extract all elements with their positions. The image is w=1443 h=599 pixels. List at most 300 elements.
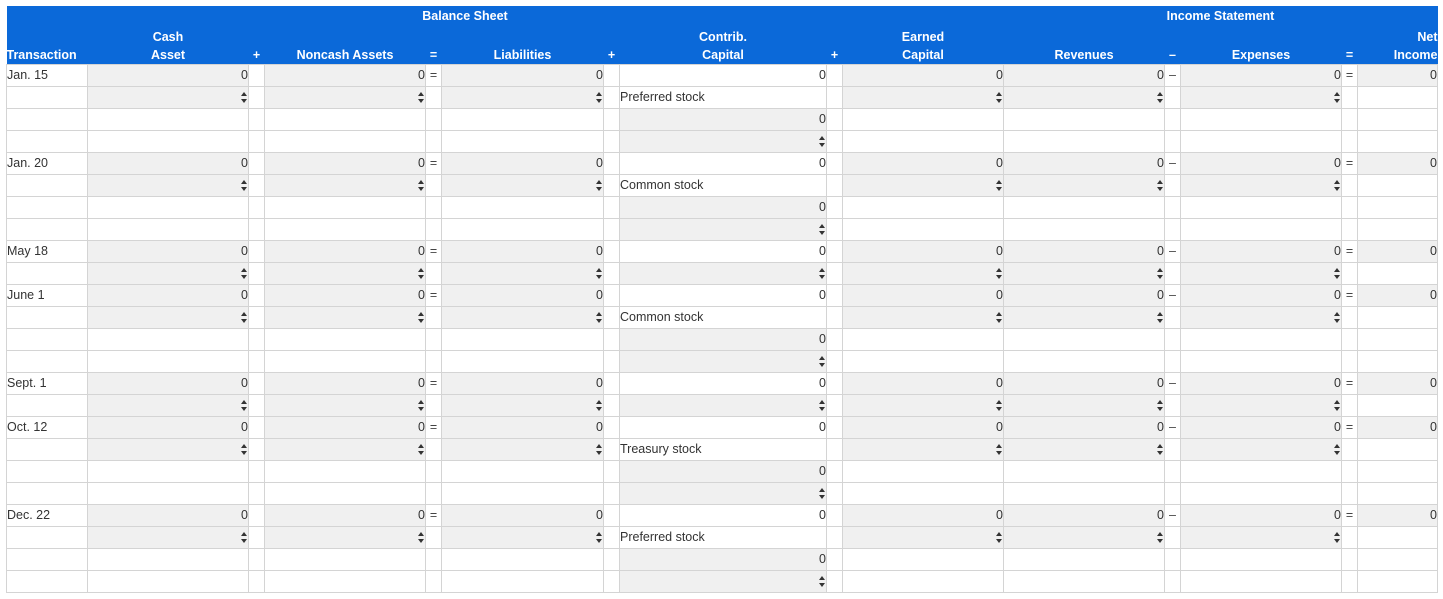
earned-capital-account-select[interactable] bbox=[843, 307, 1004, 329]
empty-cell bbox=[1342, 527, 1358, 549]
liabilities-value[interactable]: 0 bbox=[442, 65, 604, 87]
empty-cell bbox=[426, 439, 442, 461]
contrib-capital-label: Common stock bbox=[620, 175, 827, 197]
transaction-date: Sept. 1 bbox=[7, 373, 88, 395]
liabilities-value[interactable]: 0 bbox=[442, 153, 604, 175]
liabilities-value[interactable]: 0 bbox=[442, 241, 604, 263]
empty-cell bbox=[1181, 483, 1342, 505]
stepper-icon[interactable] bbox=[241, 312, 248, 323]
empty-cell bbox=[1342, 197, 1358, 219]
stepper-icon[interactable] bbox=[819, 356, 826, 367]
contrib-capital-value[interactable]: 0 bbox=[620, 285, 827, 307]
stepper-icon[interactable] bbox=[819, 268, 826, 279]
stepper-icon[interactable] bbox=[596, 444, 603, 455]
stepper-icon[interactable] bbox=[819, 136, 826, 147]
stepper-icon[interactable] bbox=[996, 532, 1003, 543]
empty-cell bbox=[604, 417, 620, 439]
revenues-value[interactable]: 0 bbox=[1004, 65, 1165, 87]
stepper-icon[interactable] bbox=[241, 92, 248, 103]
operator: – bbox=[1165, 153, 1181, 175]
empty-cell bbox=[1342, 219, 1358, 241]
contrib-capital-sub-value[interactable]: 0 bbox=[620, 549, 827, 571]
stepper-icon[interactable] bbox=[1334, 268, 1341, 279]
noncash-assets-value[interactable]: 0 bbox=[265, 505, 426, 527]
empty-cell bbox=[604, 461, 620, 483]
empty-cell bbox=[88, 109, 249, 131]
cash-asset-account-select[interactable] bbox=[88, 263, 249, 285]
empty-cell bbox=[249, 131, 265, 153]
noncash-assets-account-select[interactable] bbox=[265, 175, 426, 197]
stepper-icon[interactable] bbox=[418, 180, 425, 191]
empty-cell bbox=[1004, 549, 1165, 571]
empty-cell bbox=[604, 571, 620, 593]
empty-cell bbox=[1165, 329, 1181, 351]
earned-capital-value[interactable]: 0 bbox=[843, 153, 1004, 175]
stepper-icon[interactable] bbox=[418, 312, 425, 323]
table-row bbox=[7, 571, 1438, 593]
revenues-value[interactable]: 0 bbox=[1004, 417, 1165, 439]
empty-cell bbox=[88, 219, 249, 241]
empty-cell bbox=[604, 549, 620, 571]
liabilities-value[interactable]: 0 bbox=[442, 505, 604, 527]
empty-cell bbox=[426, 307, 442, 329]
stepper-icon[interactable] bbox=[996, 444, 1003, 455]
table-row bbox=[7, 505, 1438, 527]
stepper-icon[interactable] bbox=[596, 400, 603, 411]
operator: – bbox=[1165, 417, 1181, 439]
empty-cell bbox=[265, 219, 426, 241]
stepper-icon[interactable] bbox=[1157, 268, 1164, 279]
cash-asset-account-select[interactable] bbox=[88, 175, 249, 197]
empty-cell bbox=[7, 483, 88, 505]
empty-cell bbox=[604, 439, 620, 461]
empty-cell bbox=[604, 153, 620, 175]
operator: = bbox=[426, 153, 442, 175]
liabilities-account-select[interactable] bbox=[442, 87, 604, 109]
empty-cell bbox=[1181, 351, 1342, 373]
empty-cell bbox=[1181, 131, 1342, 153]
noncash-assets-value[interactable]: 0 bbox=[265, 153, 426, 175]
net-income-value[interactable]: 0 bbox=[1358, 241, 1438, 263]
stepper-icon[interactable] bbox=[996, 312, 1003, 323]
contrib-capital-label: Preferred stock bbox=[620, 87, 827, 109]
table-row bbox=[7, 395, 1438, 417]
stepper-icon[interactable] bbox=[1157, 92, 1164, 103]
empty-cell bbox=[1181, 549, 1342, 571]
liabilities-account-select[interactable] bbox=[442, 439, 604, 461]
revenues-account-select[interactable] bbox=[1004, 175, 1165, 197]
table-row bbox=[7, 549, 1438, 571]
stepper-icon[interactable] bbox=[418, 268, 425, 279]
earned-capital-account-select[interactable] bbox=[843, 439, 1004, 461]
noncash-assets-account-select[interactable] bbox=[265, 527, 426, 549]
liabilities-account-select[interactable] bbox=[442, 527, 604, 549]
table-row bbox=[7, 109, 1438, 131]
stepper-icon[interactable] bbox=[1334, 444, 1341, 455]
table-row bbox=[7, 461, 1438, 483]
expenses-account-select[interactable] bbox=[1181, 307, 1342, 329]
empty-cell bbox=[1358, 483, 1438, 505]
contrib-capital-sub-select[interactable] bbox=[620, 351, 827, 373]
operator: – bbox=[1165, 241, 1181, 263]
expenses-account-select[interactable] bbox=[1181, 395, 1342, 417]
stepper-icon[interactable] bbox=[596, 180, 603, 191]
liabilities-value[interactable]: 0 bbox=[442, 373, 604, 395]
cash-asset-value[interactable]: 0 bbox=[88, 417, 249, 439]
revenues-value[interactable]: 0 bbox=[1004, 241, 1165, 263]
operator: = bbox=[1342, 285, 1358, 307]
empty-cell bbox=[442, 571, 604, 593]
empty-cell bbox=[265, 461, 426, 483]
contrib-capital-value[interactable]: 0 bbox=[620, 373, 827, 395]
table-row bbox=[7, 373, 1438, 395]
net-income-value[interactable]: 0 bbox=[1358, 373, 1438, 395]
operator: = bbox=[1342, 65, 1358, 87]
empty-cell bbox=[1342, 549, 1358, 571]
stepper-icon[interactable] bbox=[819, 576, 826, 587]
stepper-icon[interactable] bbox=[1157, 444, 1164, 455]
empty-cell bbox=[1358, 87, 1438, 109]
stepper-icon[interactable] bbox=[1334, 180, 1341, 191]
noncash-assets-account-select[interactable] bbox=[265, 87, 426, 109]
operator: = bbox=[426, 285, 442, 307]
op-equals: = bbox=[1342, 26, 1358, 65]
stepper-icon[interactable] bbox=[241, 532, 248, 543]
noncash-assets-account-select[interactable] bbox=[265, 439, 426, 461]
contrib-capital-value[interactable]: 0 bbox=[620, 153, 827, 175]
empty-cell bbox=[1165, 395, 1181, 417]
stepper-icon[interactable] bbox=[418, 532, 425, 543]
expenses-value[interactable]: 0 bbox=[1181, 373, 1342, 395]
cash-asset-account-select[interactable] bbox=[88, 527, 249, 549]
empty-cell bbox=[88, 351, 249, 373]
stepper-icon[interactable] bbox=[1334, 92, 1341, 103]
empty-cell bbox=[249, 527, 265, 549]
contrib-capital-sub-value[interactable]: 0 bbox=[620, 109, 827, 131]
revenues-value[interactable]: 0 bbox=[1004, 373, 1165, 395]
stepper-icon[interactable] bbox=[241, 444, 248, 455]
liabilities-value[interactable]: 0 bbox=[442, 285, 604, 307]
table-row bbox=[7, 329, 1438, 351]
empty-cell bbox=[827, 417, 843, 439]
stepper-icon[interactable] bbox=[819, 224, 826, 235]
operator: – bbox=[1165, 373, 1181, 395]
stepper-icon[interactable] bbox=[1157, 180, 1164, 191]
noncash-assets-value[interactable]: 0 bbox=[265, 241, 426, 263]
contrib-capital-value[interactable]: 0 bbox=[620, 417, 827, 439]
table-body bbox=[7, 65, 1438, 593]
cash-asset-value[interactable]: 0 bbox=[88, 153, 249, 175]
expenses-value[interactable]: 0 bbox=[1181, 241, 1342, 263]
empty-cell bbox=[249, 197, 265, 219]
empty-cell bbox=[1358, 175, 1438, 197]
table-row bbox=[7, 439, 1438, 461]
empty-cell bbox=[827, 549, 843, 571]
empty-cell bbox=[1004, 329, 1165, 351]
contrib-capital-value[interactable]: 0 bbox=[620, 241, 827, 263]
empty-cell bbox=[249, 549, 265, 571]
liabilities-account-select[interactable] bbox=[442, 307, 604, 329]
empty-cell bbox=[426, 351, 442, 373]
contrib-capital-sub-value[interactable]: 0 bbox=[620, 197, 827, 219]
empty-cell bbox=[1165, 571, 1181, 593]
empty-cell bbox=[1165, 175, 1181, 197]
stepper-icon[interactable] bbox=[1334, 532, 1341, 543]
empty-cell bbox=[843, 571, 1004, 593]
expenses-account-select[interactable] bbox=[1181, 527, 1342, 549]
empty-cell bbox=[426, 109, 442, 131]
empty-cell bbox=[827, 65, 843, 87]
empty-cell bbox=[265, 549, 426, 571]
stepper-icon[interactable] bbox=[596, 92, 603, 103]
stepper-icon[interactable] bbox=[996, 400, 1003, 411]
earned-capital-account-select[interactable] bbox=[843, 395, 1004, 417]
stepper-icon[interactable] bbox=[1334, 400, 1341, 411]
cash-asset-value[interactable]: 0 bbox=[88, 505, 249, 527]
stepper-icon[interactable] bbox=[418, 92, 425, 103]
stepper-icon[interactable] bbox=[996, 92, 1003, 103]
stepper-icon[interactable] bbox=[996, 180, 1003, 191]
revenues-account-select[interactable] bbox=[1004, 439, 1165, 461]
empty-cell bbox=[604, 329, 620, 351]
empty-cell bbox=[249, 109, 265, 131]
cash-asset-account-select[interactable] bbox=[88, 395, 249, 417]
noncash-assets-value[interactable]: 0 bbox=[265, 417, 426, 439]
empty-cell bbox=[843, 131, 1004, 153]
expenses-account-select[interactable] bbox=[1181, 439, 1342, 461]
empty-cell bbox=[7, 197, 88, 219]
empty-cell bbox=[827, 527, 843, 549]
contrib-capital-account-select[interactable] bbox=[620, 263, 827, 285]
cash-asset-value[interactable]: 0 bbox=[88, 65, 249, 87]
earned-capital-account-select[interactable] bbox=[843, 175, 1004, 197]
empty-cell bbox=[7, 307, 88, 329]
noncash-assets-account-select[interactable] bbox=[265, 263, 426, 285]
noncash-assets-account-select[interactable] bbox=[265, 395, 426, 417]
empty-cell bbox=[1342, 483, 1358, 505]
empty-cell bbox=[88, 329, 249, 351]
contrib-capital-sub-select[interactable] bbox=[620, 571, 827, 593]
earned-capital-value[interactable]: 0 bbox=[843, 285, 1004, 307]
net-income-value[interactable]: 0 bbox=[1358, 505, 1438, 527]
empty-cell bbox=[1342, 263, 1358, 285]
empty-cell bbox=[249, 373, 265, 395]
revenues-account-select[interactable] bbox=[1004, 395, 1165, 417]
empty-cell bbox=[604, 285, 620, 307]
empty-cell bbox=[7, 439, 88, 461]
expenses-account-select[interactable] bbox=[1181, 175, 1342, 197]
empty-cell bbox=[827, 87, 843, 109]
empty-cell bbox=[249, 483, 265, 505]
earned-capital-account-select[interactable] bbox=[843, 87, 1004, 109]
empty-cell bbox=[7, 549, 88, 571]
stepper-icon[interactable] bbox=[596, 312, 603, 323]
contrib-capital-sub-select[interactable] bbox=[620, 131, 827, 153]
stepper-icon[interactable] bbox=[596, 268, 603, 279]
empty-cell bbox=[827, 175, 843, 197]
empty-cell bbox=[1181, 109, 1342, 131]
empty-cell bbox=[1165, 87, 1181, 109]
empty-cell bbox=[88, 131, 249, 153]
table-row bbox=[7, 131, 1438, 153]
noncash-assets-value[interactable]: 0 bbox=[265, 373, 426, 395]
empty-cell bbox=[7, 87, 88, 109]
expenses-account-select[interactable] bbox=[1181, 263, 1342, 285]
empty-cell bbox=[843, 197, 1004, 219]
expenses-value[interactable]: 0 bbox=[1181, 285, 1342, 307]
noncash-assets-value[interactable]: 0 bbox=[265, 65, 426, 87]
stepper-icon[interactable] bbox=[241, 400, 248, 411]
empty-cell bbox=[1358, 461, 1438, 483]
earned-capital-value[interactable]: 0 bbox=[843, 65, 1004, 87]
revenues-account-select[interactable] bbox=[1004, 307, 1165, 329]
empty-cell bbox=[827, 483, 843, 505]
revenues-value[interactable]: 0 bbox=[1004, 285, 1165, 307]
earned-capital-account-select[interactable] bbox=[843, 263, 1004, 285]
transaction-analysis-table bbox=[6, 6, 1438, 593]
operator: = bbox=[426, 373, 442, 395]
liabilities-account-select[interactable] bbox=[442, 395, 604, 417]
cash-asset-value[interactable]: 0 bbox=[88, 241, 249, 263]
expenses-account-select[interactable] bbox=[1181, 87, 1342, 109]
liabilities-account-select[interactable] bbox=[442, 175, 604, 197]
earned-capital-value[interactable]: 0 bbox=[843, 417, 1004, 439]
op-plus: + bbox=[604, 26, 620, 65]
empty-cell bbox=[442, 197, 604, 219]
stepper-icon[interactable] bbox=[1334, 312, 1341, 323]
empty-cell bbox=[843, 351, 1004, 373]
revenues-account-select[interactable] bbox=[1004, 527, 1165, 549]
empty-cell bbox=[1358, 131, 1438, 153]
operator: = bbox=[1342, 241, 1358, 263]
cash-asset-account-select[interactable] bbox=[88, 87, 249, 109]
stepper-icon[interactable] bbox=[1157, 400, 1164, 411]
col-net-income: Net Income bbox=[1358, 26, 1438, 65]
empty-cell bbox=[1342, 175, 1358, 197]
expenses-value[interactable]: 0 bbox=[1181, 417, 1342, 439]
empty-cell bbox=[1342, 461, 1358, 483]
empty-cell bbox=[426, 175, 442, 197]
stepper-icon[interactable] bbox=[241, 180, 248, 191]
empty-cell bbox=[7, 131, 88, 153]
net-income-value[interactable]: 0 bbox=[1358, 417, 1438, 439]
expenses-value[interactable]: 0 bbox=[1181, 153, 1342, 175]
empty-cell bbox=[1165, 109, 1181, 131]
empty-cell bbox=[827, 197, 843, 219]
stepper-icon[interactable] bbox=[596, 532, 603, 543]
noncash-assets-account-select[interactable] bbox=[265, 307, 426, 329]
empty-cell bbox=[1181, 329, 1342, 351]
expenses-value[interactable]: 0 bbox=[1181, 505, 1342, 527]
revenues-value[interactable]: 0 bbox=[1004, 153, 1165, 175]
empty-cell bbox=[1358, 549, 1438, 571]
cash-asset-account-select[interactable] bbox=[88, 307, 249, 329]
empty-cell bbox=[265, 329, 426, 351]
stepper-icon[interactable] bbox=[241, 268, 248, 279]
stepper-icon[interactable] bbox=[996, 268, 1003, 279]
col-liabilities: Liabilities bbox=[442, 26, 604, 65]
empty-cell bbox=[843, 219, 1004, 241]
contrib-capital-value[interactable]: 0 bbox=[620, 505, 827, 527]
empty-cell bbox=[1342, 87, 1358, 109]
net-income-value[interactable]: 0 bbox=[1358, 153, 1438, 175]
empty-cell bbox=[426, 131, 442, 153]
cash-asset-value[interactable]: 0 bbox=[88, 373, 249, 395]
transaction-date: May 18 bbox=[7, 241, 88, 263]
stepper-icon[interactable] bbox=[418, 400, 425, 411]
empty-cell bbox=[1004, 483, 1165, 505]
empty-cell bbox=[265, 351, 426, 373]
table-row bbox=[7, 87, 1438, 109]
empty-cell bbox=[442, 131, 604, 153]
noncash-assets-value[interactable]: 0 bbox=[265, 285, 426, 307]
empty-cell bbox=[1342, 395, 1358, 417]
cash-asset-value[interactable]: 0 bbox=[88, 285, 249, 307]
operator: – bbox=[1165, 505, 1181, 527]
contrib-capital-account-select[interactable] bbox=[620, 395, 827, 417]
contrib-capital-value[interactable]: 0 bbox=[620, 65, 827, 87]
empty-cell bbox=[426, 483, 442, 505]
operator: = bbox=[1342, 153, 1358, 175]
empty-cell bbox=[426, 461, 442, 483]
contrib-capital-sub-value[interactable]: 0 bbox=[620, 461, 827, 483]
empty-cell bbox=[604, 263, 620, 285]
stepper-icon[interactable] bbox=[819, 400, 826, 411]
table-row bbox=[7, 483, 1438, 505]
empty-cell bbox=[249, 571, 265, 593]
empty-cell bbox=[442, 461, 604, 483]
expenses-value[interactable]: 0 bbox=[1181, 65, 1342, 87]
empty-cell bbox=[827, 263, 843, 285]
contrib-capital-sub-select[interactable] bbox=[620, 219, 827, 241]
balance-sheet-heading: Balance Sheet bbox=[88, 6, 843, 26]
empty-cell bbox=[1004, 219, 1165, 241]
revenues-value[interactable]: 0 bbox=[1004, 505, 1165, 527]
empty-cell bbox=[827, 131, 843, 153]
stepper-icon[interactable] bbox=[1157, 312, 1164, 323]
empty-cell bbox=[827, 307, 843, 329]
net-income-value[interactable]: 0 bbox=[1358, 65, 1438, 87]
liabilities-value[interactable]: 0 bbox=[442, 417, 604, 439]
stepper-icon[interactable] bbox=[819, 488, 826, 499]
empty-cell bbox=[604, 219, 620, 241]
earned-capital-value[interactable]: 0 bbox=[843, 505, 1004, 527]
cash-asset-account-select[interactable] bbox=[88, 439, 249, 461]
stepper-icon[interactable] bbox=[418, 444, 425, 455]
empty-cell bbox=[827, 571, 843, 593]
table-row bbox=[7, 285, 1438, 307]
net-income-value[interactable]: 0 bbox=[1358, 285, 1438, 307]
earned-capital-account-select[interactable] bbox=[843, 527, 1004, 549]
earned-capital-value[interactable]: 0 bbox=[843, 373, 1004, 395]
operator: – bbox=[1165, 65, 1181, 87]
stepper-icon[interactable] bbox=[1157, 532, 1164, 543]
empty-cell bbox=[249, 417, 265, 439]
empty-cell bbox=[843, 109, 1004, 131]
liabilities-account-select[interactable] bbox=[442, 263, 604, 285]
empty-cell bbox=[827, 395, 843, 417]
transaction-date: Dec. 22 bbox=[7, 505, 88, 527]
revenues-account-select[interactable] bbox=[1004, 87, 1165, 109]
empty-cell bbox=[1358, 439, 1438, 461]
earned-capital-value[interactable]: 0 bbox=[843, 241, 1004, 263]
col-expenses: Expenses bbox=[1181, 26, 1342, 65]
contrib-capital-sub-value[interactable]: 0 bbox=[620, 329, 827, 351]
empty-cell bbox=[1342, 439, 1358, 461]
contrib-capital-label: Common stock bbox=[620, 307, 827, 329]
contrib-capital-sub-select[interactable] bbox=[620, 483, 827, 505]
revenues-account-select[interactable] bbox=[1004, 263, 1165, 285]
